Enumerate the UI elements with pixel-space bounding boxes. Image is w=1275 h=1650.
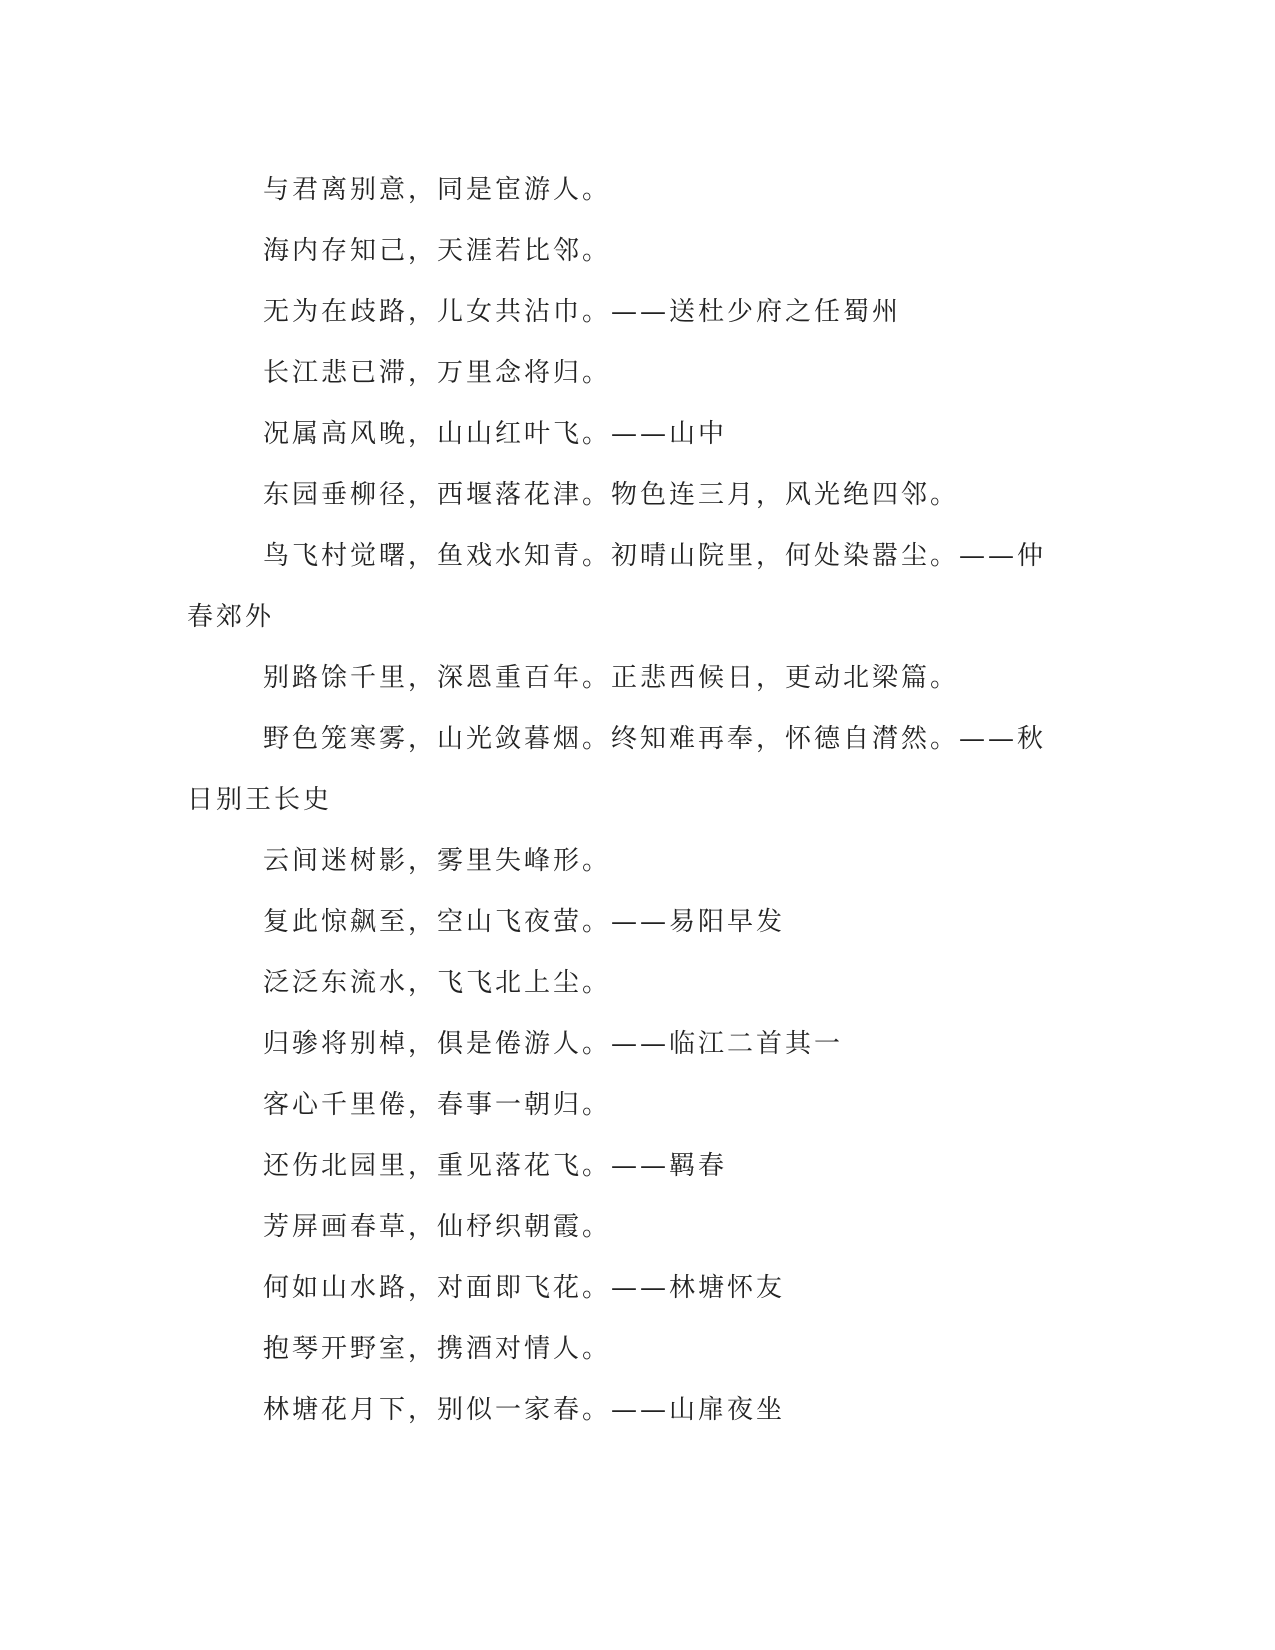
paragraph: 别路馀千里，深恩重百年。正悲西候日，更动北梁篇。 (263, 663, 960, 693)
paragraph: 无为在歧路，儿女共沾巾。——送杜少府之任蜀州 (263, 297, 902, 327)
paragraph: 鸟飞村觉曙，鱼戏水知青。初晴山院里，何处染嚣尘。——仲春郊外 (187, 541, 1047, 632)
poem-text-body (187, 160, 1067, 1441)
paragraph: 长江悲已滞，万里念将归。 (263, 358, 612, 388)
paragraph: 云间迷树影，雾里失峰形。 (263, 846, 612, 876)
paragraph: 复此惊飙至，空山飞夜萤。——易阳早发 (263, 907, 786, 937)
paragraph: 与君离别意，同是宦游人。 (263, 175, 612, 205)
paragraph: 抱琴开野室，携酒对情人。 (263, 1334, 612, 1364)
paragraph: 归骖将别棹，俱是倦游人。——临江二首其一 (263, 1029, 844, 1059)
paragraph: 还伤北园里，重见落花飞。——羁春 (263, 1151, 728, 1181)
paragraph: 海内存知己，天涯若比邻。 (263, 236, 612, 266)
paragraph: 泛泛东流水，飞飞北上尘。 (263, 968, 612, 998)
paragraph: 野色笼寒雾，山光敛暮烟。终知难再奉，怀德自潸然。——秋日别王长史 (187, 724, 1047, 815)
paragraph: 客心千里倦，春事一朝归。 (263, 1090, 612, 1120)
paragraph: 林塘花月下，别似一家春。——山扉夜坐 (263, 1395, 786, 1425)
paragraph: 东园垂柳径，西堰落花津。物色连三月，风光绝四邻。 (263, 480, 960, 510)
paragraph: 芳屏画春草，仙杼织朝霞。 (263, 1212, 612, 1242)
paragraph: 何如山水路，对面即飞花。——林塘怀友 (263, 1273, 786, 1303)
paragraph: 况属高风晚，山山红叶飞。——山中 (263, 419, 728, 449)
